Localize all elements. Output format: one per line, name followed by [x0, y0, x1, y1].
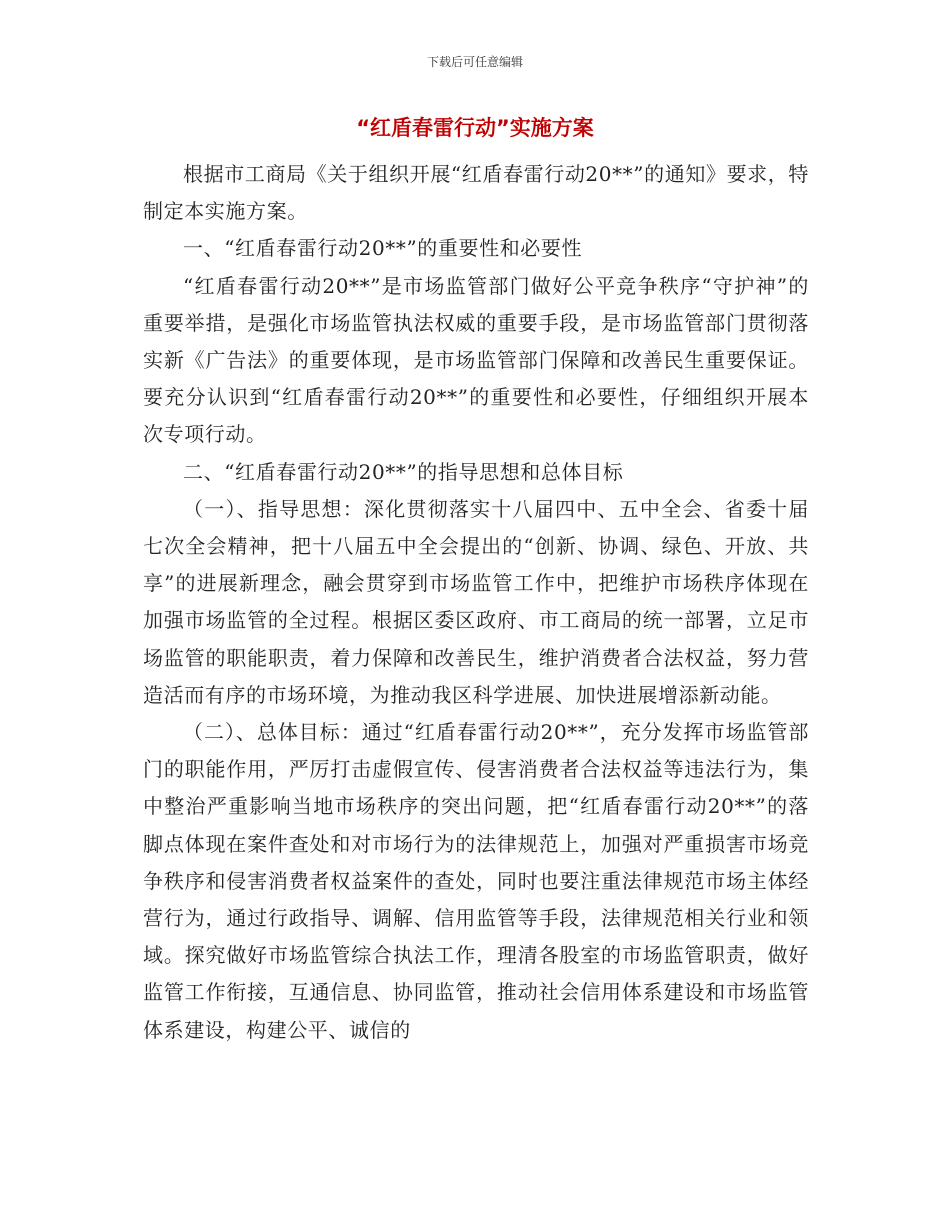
paragraph-importance: “红盾春雷行动20**”是市场监管部门做好公平竞争秩序“守护神”的重要举措，是强化市场监管执法权威的重要手段，是市场监管部门贯彻落实新《广告法》的重要体现，是市场监管部门保障和改善民生重要保证。要充分认识到“红盾春雷行动20**”的重要性和必要性，仔细组织开展本次专项行动。	[143, 273, 809, 447]
paragraph-intro: 根据市工商局《关于组织开展“红盾春雷行动20**”的通知》要求，特制定本实施方案。	[143, 162, 809, 224]
document-title: “红盾春雷行动”实施方案	[356, 116, 594, 140]
document-body	[143, 156, 809, 1049]
paragraph-overall-goal: （二）、总体目标：通过“红盾春雷行动20**”，充分发挥市场监管部门的职能作用，严厉打击虚假宣传、侵害消费者合法权益等违法行为，集中整治严重影响当地市场秩序的突出问题，把“红盾春雷行动20**”的落脚点体现在案件查处和对市场行为的法律规范上，加强对严重损害市场竞争秩序和侵害消费者权益案件的查处，同时也要注重法律规范市场主体经营行为，通过行政指导、调解、信用监管等手段，法律规范相关行业和领域。探究做好市场监管综合执法工作，理清各股室的市场监管职责，做好监管工作衔接，互通信息、协同监管，推动社会信用体系建设和市场监管体系建设，构建公平、诚信的	[143, 720, 809, 1042]
header-note: 下载后可任意编辑	[426, 55, 523, 69]
section-heading-1: 一、“红盾春雷行动20**”的重要性和必要性	[183, 236, 583, 261]
paragraph-guiding-thought: （一）、指导思想：深化贯彻落实十八届四中、五中全会、省委十届七次全会精神，把十八届五中全会提出的“创新、协调、绿色、开放、共享”的进展新理念，融会贯穿到市场监管工作中，把维护市场秩序体现在加强市场监管的全过程。根据区委区政府、市工商局的统一部署，立足市场监管的职能职责，着力保障和改善民生，维护消费者合法权益，努力营造活而有序的市场环境，为推动我区科学进展、加快进展增添新动能。	[143, 496, 809, 707]
section-heading-2: 二、“红盾春雷行动20**”的指导思想和总体目标	[183, 459, 624, 484]
